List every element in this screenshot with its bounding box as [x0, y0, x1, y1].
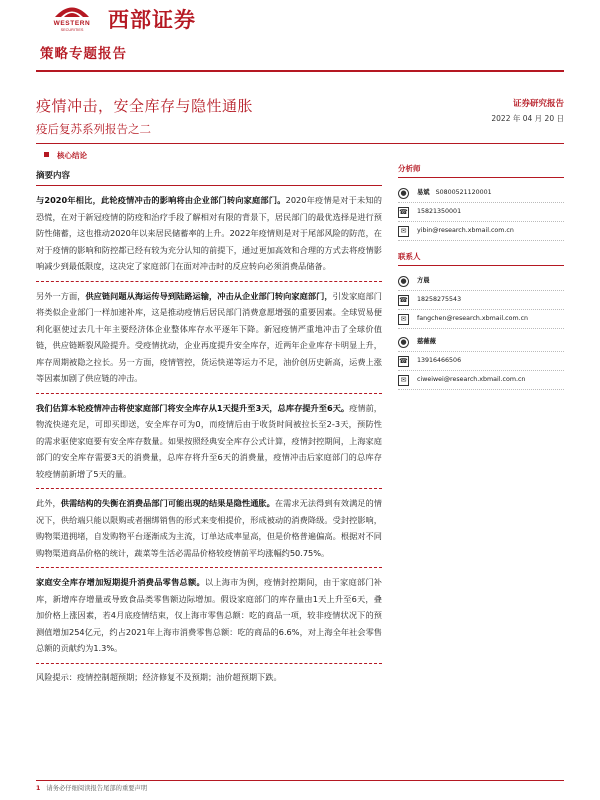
contact-phone: 13916466506: [417, 357, 462, 364]
contact-section-label: 联系人: [398, 251, 564, 266]
company-logo: [40, 4, 104, 34]
summary-paragraph-1: 与2020年相比，此轮疫情冲击的影响将由企业部门转向家庭部门。2020年疫情是对于未知的恐慌，在对于新冠疫情的防疫和治疗手段了解相对有限的背景下，居民部门的最优选择是进行预防性储蓄，这也推动2020年以来居民储蓄率的上升。2022年疫情则是对于尾部风险的防范，在对于疫情的影响和防控都已经有较为充分认知的前提下，通过更加高效和合理的方式去将疫情影响减少到最低限度，这决定了家庭部门在面对冲击时的反应转向必须消费品储备。: [36, 192, 382, 282]
page-number: 1: [36, 785, 41, 792]
person-icon: ●: [398, 188, 409, 199]
phone-icon: ☎: [399, 208, 408, 216]
footer-divider: [36, 780, 564, 781]
analyst-section-label: 分析师: [398, 163, 564, 178]
summary-paragraph-2: 另外一方面，供应链问题从海运传导到陆路运输，冲击从企业部门转向家庭部门，引发家庭部门将类似企业部门一样加速补库，这是推动疫情后居民部门消费意愿增强的重要因素。全球贸易便利化驱使过去几十年主要经济体企业整体库存水平逐年下降。新冠疫情严重地冲击了全球价值链，供应链断裂风险提升。受疫情扰动，企业再度提升安全库存，近两年企业库存卡明显上升，库存周期被隐之拉长。另一方面，疫情管控，货运快递等运力不足，油价创历史新高，运费上涨等因素加剧了供应链的冲击。: [36, 288, 382, 394]
disclaimer-note: 请务必仔细阅读报告尾部的重要声明: [46, 785, 148, 792]
title-divider: [36, 143, 564, 144]
email-icon: ✉: [398, 314, 409, 325]
header-divider: [36, 70, 564, 72]
phone-icon: ☎: [399, 296, 408, 304]
logo-mark-icon: [55, 4, 89, 18]
report-subtitle: 疫后复苏系列报告之二: [36, 122, 151, 136]
summary-paragraph-3: 我们估算本轮疫情冲击将使家庭部门将安全库存从1天提升至3天，总库存提升至6天。疫情前，物流快递充足，可即买即送，安全库存可为0，而疫情后由于收货时间被拉长至2-3天，预防性的需求驱使家庭要有安全库存数量。如果按照经典安全库存公式计算，疫情封控期间，上海家庭部门的安全库存需要3天的消费量，总库存将升至6天的消费量，疫情冲击后家庭部门的总库存较疫情前新增了5天的量。: [36, 400, 382, 490]
page-footer: [36, 783, 147, 792]
analyst-phone: 15821350001: [417, 208, 462, 215]
analyst-name: 易斌: [417, 189, 430, 196]
phone-icon: ☎: [399, 357, 408, 365]
contact-name: 方晨: [417, 277, 430, 284]
report-category: 证券研究报告: [512, 99, 564, 109]
square-bullet-icon: [44, 152, 49, 157]
report-title: 疫情冲击，安全库存与隐性通胀: [36, 97, 254, 115]
person-icon: ●: [398, 276, 409, 287]
risk-warning: 风险提示：疫情控制超预期；经济修复不及预期；油价超预期下跌。: [36, 671, 282, 682]
analyst-card: [398, 184, 564, 241]
analyst-email[interactable]: yibin@research.xbmail.com.cn: [417, 227, 514, 234]
report-type: 策略专题报告: [40, 46, 127, 62]
person-icon: ●: [398, 337, 409, 348]
core-conclusion-label: 核心结论: [44, 150, 87, 161]
email-icon: ✉: [398, 226, 409, 237]
summary-heading: 摘要内容: [36, 165, 382, 186]
contact-email[interactable]: ciweiwei@research.xbmail.com.cn: [417, 376, 526, 383]
analyst-sidebar: [398, 163, 564, 394]
contact-card: [398, 333, 564, 390]
email-icon: ✉: [398, 375, 409, 386]
analyst-certificate: S0800521120001: [435, 189, 492, 196]
summary-paragraph-4: 此外，供需结构的失衡在消费品部门可能出现的结果是隐性通胀。在需求无法得到有效满足的情况下，供给端只能以限购或者捆绑销售的形式来变相提价，形成被动的消费降级。受封控影响，购物渠道拥堵，自发购物平台逐渐成为主流，订单达成率显高，但是价格普遍偏高。根据对不同购物渠道商品价格的统计，蔬菜等生活必需品价格较疫情前平均涨幅约50.75%。: [36, 495, 382, 568]
contact-name: 慈薇薇: [417, 338, 436, 345]
summary-column: [36, 165, 382, 684]
brand-name: 西部证券: [108, 8, 196, 32]
report-date: 2022 年 04 月 20 日: [491, 114, 564, 123]
contact-phone: 18258275543: [417, 296, 462, 303]
contact-card: [398, 272, 564, 329]
logo-wordmark: WESTERN: [53, 20, 91, 27]
logo-subtext: SECURITIES: [60, 28, 84, 32]
contact-email[interactable]: fangchen@research.xbmail.com.cn: [417, 315, 529, 322]
summary-paragraph-5: 家庭安全库存增加短期提升消费品零售总额。以上海市为例，疫情封控期间，由于家庭部门补库，新增库存增量或导致食品类零售额边际增加。假设家庭部门的库存量由1天上升至6天，叠加价格上涨因素，若4月底疫情结束，仅上海市零售总额：吃的商品一项，较非疫情状况下的预测值增加254亿元，约占2021年上海市消费零售总额：吃的商品的6.6%，对上海全年社会零售总额的贡献约为1.3%。: [36, 574, 382, 664]
